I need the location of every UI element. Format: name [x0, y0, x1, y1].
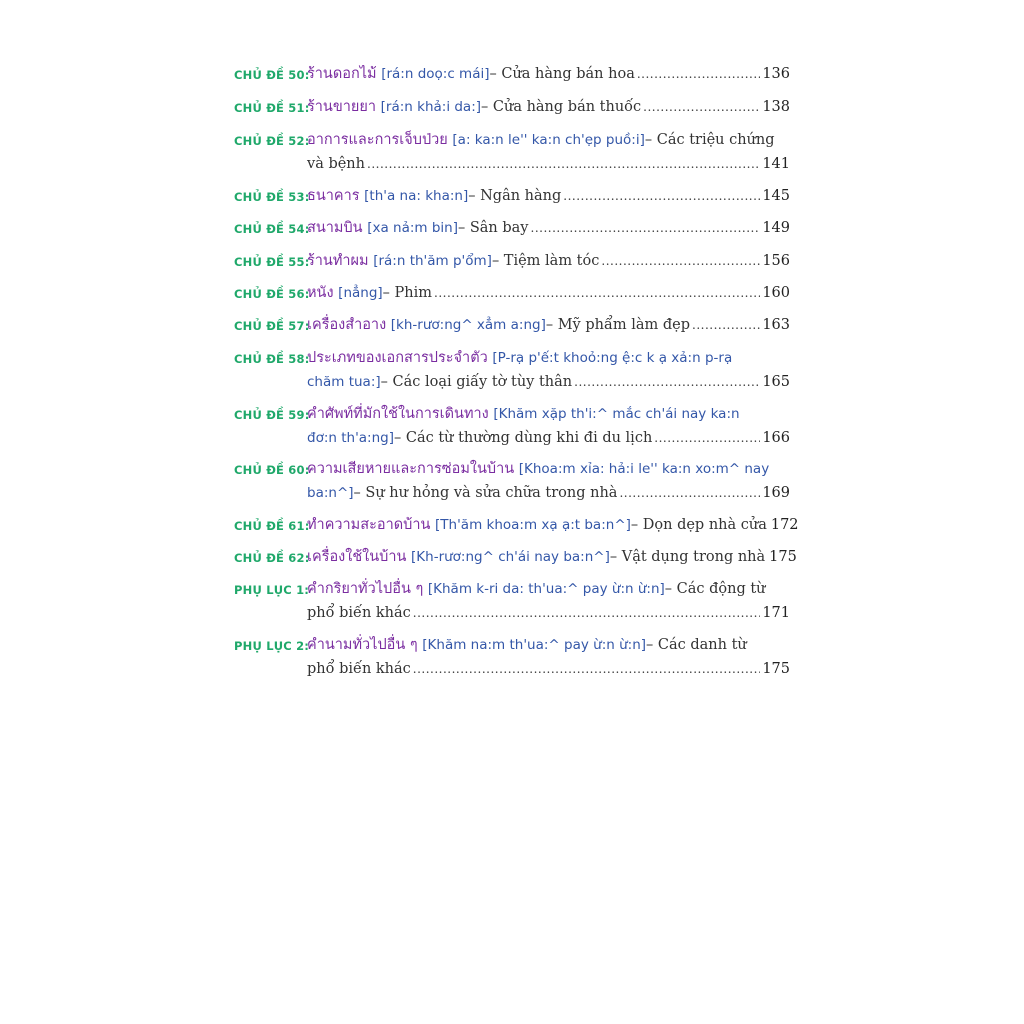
toc-entry-line — [307, 216, 790, 240]
thai-title: ประเภทของเอกสารประจำตัว — [307, 350, 488, 366]
vietnamese-title-continued: phổ biến khác — [307, 605, 411, 621]
toc-entry-line — [307, 513, 799, 537]
toc-entry-line — [307, 313, 790, 337]
pronunciation-continued: đơ:n th'a:ng] — [307, 430, 394, 446]
toc-entry-line — [307, 281, 790, 305]
pronunciation: [rá:n khả:i da:] — [380, 99, 482, 115]
toc-entry-label: CHỦ ĐỀ 57: — [234, 319, 310, 333]
toc-entry-line — [307, 577, 790, 601]
toc-entry-line — [307, 346, 790, 370]
pronunciation-continued: chăm tua:] — [307, 374, 381, 390]
vietnamese-title: – Ngân hàng — [468, 188, 562, 204]
toc-entry-line — [307, 128, 790, 152]
toc-entry-label: CHỦ ĐỀ 62: — [234, 551, 310, 565]
toc-entry-continuation — [307, 657, 790, 681]
pronunciation: [th'a na: kha:n] — [364, 188, 469, 204]
pronunciation: [Kh-rươ:ng^ ch'ái nay ba:n^] — [411, 549, 610, 565]
pronunciation: [rá:n th'ăm p'ổm] — [373, 253, 492, 269]
toc-entry-label: CHỦ ĐỀ 51: — [234, 101, 310, 115]
vietnamese-title-continued: – Sự hư hỏng và sửa chữa trong nhà — [353, 485, 618, 501]
toc-entry-continuation — [307, 152, 790, 176]
dot-leader — [601, 249, 760, 273]
pronunciation: [P-rạ p'ế:t khoỏ:ng ệ:c k ạ xả:n p-rạ — [492, 350, 733, 366]
page-number: 175 — [769, 549, 797, 565]
page-number: 136 — [762, 66, 790, 82]
page-number: 163 — [762, 317, 790, 333]
dot-leader — [434, 281, 760, 305]
thai-title: เครื่องใช้ในบ้าน — [307, 549, 407, 565]
thai-title: เครื่องสำอาง — [307, 317, 387, 333]
dot-leader — [563, 184, 760, 208]
toc-entry-line — [307, 184, 790, 208]
vietnamese-title: – Phim — [382, 285, 433, 301]
vietnamese-title: – Vật dụng trong nhà — [609, 549, 766, 565]
pronunciation: [Khăm k-ri da: th'ua:^ pay ừ:n ừ:n] — [427, 581, 665, 597]
thai-title: ธนาคาร — [307, 188, 360, 204]
vietnamese-title: – Cửa hàng bán hoa — [489, 66, 635, 82]
toc-entry-continuation — [307, 601, 790, 625]
page-number: 175 — [762, 661, 790, 677]
vietnamese-title: – Tiệm làm tóc — [491, 253, 600, 269]
dot-leader — [692, 313, 760, 337]
toc-entry-label: CHỦ ĐỀ 59: — [234, 408, 310, 422]
thai-title: ร้านขายยา — [307, 99, 377, 115]
toc-entry-continuation — [307, 370, 790, 394]
toc-entry-label: CHỦ ĐỀ 50: — [234, 68, 310, 82]
thai-title: สนามบิน — [307, 220, 363, 236]
toc-entry-label: CHỦ ĐỀ 55: — [234, 255, 310, 269]
thai-title: ความเสียหายและการซ่อมในบ้าน — [307, 461, 515, 477]
pronunciation: [kh-rươ:ng^ xẳm a:ng] — [390, 317, 546, 333]
pronunciation: [a: ka:n le'' ka:n ch'ẹp puồ:i] — [452, 132, 645, 148]
vietnamese-title: – Các danh từ — [646, 637, 747, 653]
toc-entry-label: CHỦ ĐỀ 58: — [234, 352, 310, 366]
toc-entry-label: CHỦ ĐỀ 53: — [234, 190, 310, 204]
thai-title: คำนามทั่วไปอื่น ๆ — [307, 637, 418, 653]
page-number: 141 — [762, 156, 790, 172]
vietnamese-title: – Các động từ — [664, 581, 766, 597]
pronunciation: [Th'ăm khoa:m xạ ạ:t ba:n^] — [435, 517, 631, 533]
pronunciation: [Khăm xặp th'i:^ mắc ch'ái nay ka:n — [493, 406, 740, 422]
dot-leader — [574, 370, 760, 394]
thai-title: ร้านดอกไม้ — [307, 66, 377, 82]
dot-leader — [531, 216, 761, 240]
dot-leader — [619, 481, 760, 505]
dot-leader — [643, 95, 760, 119]
thai-title: ทำความสะอาดบ้าน — [307, 517, 431, 533]
page-number: 172 — [770, 517, 799, 533]
page-number: 169 — [762, 485, 790, 501]
vietnamese-title-continued: phổ biến khác — [307, 661, 411, 677]
vietnamese-title-continued: và bệnh — [307, 156, 365, 172]
pronunciation: [rá:n doọ:c mái] — [381, 66, 490, 82]
dot-leader — [413, 601, 761, 625]
toc-entry-line — [307, 62, 790, 86]
page-number: 149 — [762, 220, 790, 236]
toc-entry-label: CHỦ ĐỀ 54: — [234, 222, 310, 236]
dot-leader — [637, 62, 760, 86]
page-number: 138 — [762, 99, 790, 115]
toc-entry-label: CHỦ ĐỀ 60: — [234, 463, 310, 477]
page-number: 171 — [762, 605, 790, 621]
pronunciation: [Khoa:m xỉa: hả:i le'' ka:n xo:m^ nay — [518, 461, 770, 477]
toc-entry-line — [307, 633, 790, 657]
page-number: 166 — [762, 430, 790, 446]
pronunciation: [Khăm na:m th'ua:^ pay ừ:n ừ:n] — [422, 637, 647, 653]
thai-title: อาการและการเจ็บป่วย — [307, 132, 448, 148]
thai-title: คำศัพท์ที่มักใช้ในการเดินทาง — [307, 406, 489, 422]
dot-leader — [654, 426, 760, 450]
toc-entry-label: PHỤ LỤC 1: — [234, 583, 310, 597]
vietnamese-title-continued: – Các loại giấy tờ tùy thân — [380, 374, 573, 390]
vietnamese-title: – Dọn dẹp nhà cửa — [630, 517, 767, 533]
page-number: 160 — [762, 285, 790, 301]
toc-entry-line — [307, 402, 790, 426]
toc-entry-line — [307, 95, 790, 119]
toc-entry-continuation — [307, 481, 790, 505]
toc-entry-label: CHỦ ĐỀ 52: — [234, 134, 310, 148]
toc-entry-continuation — [307, 426, 790, 450]
pronunciation: [nẳng] — [338, 285, 383, 301]
dot-leader — [413, 657, 761, 681]
page-number: 156 — [762, 253, 790, 269]
thai-title: หนัง — [307, 285, 334, 301]
thai-title: คำกริยาทั่วไปอื่น ๆ — [307, 581, 424, 597]
pronunciation-continued: ba:n^] — [307, 485, 354, 501]
toc-entry-line — [307, 545, 797, 569]
thai-title: ร้านทำผม — [307, 253, 369, 269]
toc-entry-line — [307, 249, 790, 273]
vietnamese-title-continued: – Các từ thường dùng khi đi du lịch — [394, 430, 653, 446]
toc-entry-line — [307, 457, 790, 481]
toc-entry-label: PHỤ LỤC 2: — [234, 639, 310, 653]
dot-leader — [367, 152, 760, 176]
vietnamese-title: – Cửa hàng bán thuốc — [481, 99, 642, 115]
page-number: 165 — [762, 374, 790, 390]
vietnamese-title: – Mỹ phẩm làm đẹp — [545, 317, 691, 333]
vietnamese-title: – Các triệu chứng — [644, 132, 775, 148]
toc-entry-label: CHỦ ĐỀ 56: — [234, 287, 310, 301]
page-number: 145 — [762, 188, 790, 204]
vietnamese-title: – Sân bay — [458, 220, 529, 236]
toc-entry-label: CHỦ ĐỀ 61: — [234, 519, 310, 533]
pronunciation: [xa nả:m bin] — [367, 220, 458, 236]
